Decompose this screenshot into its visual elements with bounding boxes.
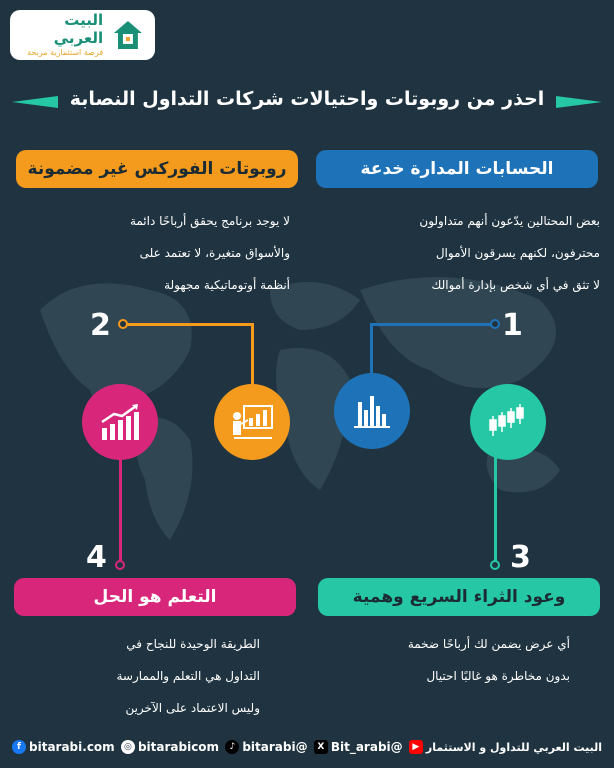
- section-3-line-2: بدون مخاطرة هو غالبًا احتيال: [426, 669, 570, 683]
- instagram-icon: ◎: [121, 740, 135, 754]
- section-3-line-1: أي عرض يضمن لك أرباحًا ضخمة: [407, 637, 570, 651]
- section-2-number: 2: [90, 308, 111, 343]
- youtube-icon: ▶: [409, 740, 423, 754]
- footer-facebook[interactable]: [12, 740, 115, 754]
- connector-2-vertical: [251, 323, 254, 385]
- brand-tagline: فرصة استثمارية مربحة: [27, 48, 104, 57]
- facebook-icon: f: [12, 740, 26, 754]
- tiktok-handle: bitarabi@: [242, 740, 308, 754]
- footer-youtube[interactable]: [409, 740, 602, 754]
- section-1-text: [330, 205, 600, 301]
- brand-logo: [10, 10, 155, 60]
- connector-1-dot: [490, 319, 500, 329]
- section-3-text: [330, 628, 570, 692]
- section-4-line-2: التداول هي التعلم والممارسة: [116, 669, 260, 683]
- section-2-line-3: أنظمة أوتوماتيكية مجهولة: [164, 278, 290, 292]
- footer-instagram[interactable]: [121, 740, 219, 754]
- instagram-handle: bitarabicom: [137, 740, 220, 754]
- section-1-line-2: محترفون، لكنهم يسرقون الأموال: [435, 246, 600, 260]
- connector-4-vertical: [119, 455, 122, 563]
- section-2-text: [20, 205, 290, 301]
- connector-1-horizontal: [370, 323, 494, 326]
- section-4-text: [20, 628, 260, 724]
- brand-name: البيت العربي: [53, 11, 104, 47]
- section-1-number: 1: [502, 308, 523, 343]
- section-1-heading: الحسابات المدارة خدعة: [316, 150, 598, 188]
- section-3-number: 3: [510, 540, 531, 575]
- bar-chart-icon: [352, 392, 392, 430]
- section-3-heading: وعود الثراء السريع وهمية: [318, 578, 600, 616]
- section-2-heading: روبوتات الفوركس غير مضمونة: [16, 150, 298, 188]
- section-1-icon-circle: [334, 373, 410, 449]
- section-1-line-3: لا تثق في أي شخص بإدارة أموالك: [431, 278, 600, 292]
- section-4-line-3: وليس الاعتماد على الآخرين: [125, 701, 260, 715]
- footer-social-bar: [0, 736, 614, 758]
- title-right-arrow: [556, 96, 602, 108]
- candlestick-chart-icon: [486, 402, 530, 442]
- x-icon: X: [314, 740, 328, 754]
- section-4-icon-circle: [82, 384, 158, 460]
- tiktok-icon: ♪: [225, 740, 239, 754]
- section-2-line-2: والأسواق متغيرة، لا تعتمد على: [139, 246, 290, 260]
- connector-2-horizontal: [124, 323, 254, 326]
- house-logo-icon: [111, 18, 145, 52]
- section-1-line-1: بعض المحتالين يدّعون أنهم متداولون: [419, 214, 600, 228]
- section-4-number: 4: [86, 540, 107, 575]
- section-2-line-1: لا يوجد برنامج يحقق أرباحًا دائمة: [129, 214, 290, 228]
- section-4-line-1: الطريقة الوحيدة للنجاح في: [126, 637, 260, 651]
- connector-2-dot: [118, 319, 128, 329]
- section-3-icon-circle: [470, 384, 546, 460]
- connector-3-vertical: [494, 455, 497, 565]
- connector-4-dot: [115, 560, 125, 570]
- title-left-arrow: [12, 96, 58, 108]
- facebook-handle: bitarabi.com: [29, 740, 115, 754]
- footer-x[interactable]: [314, 740, 403, 754]
- x-handle: Bit_arabi@: [330, 740, 403, 754]
- presentation-chart-icon: [230, 402, 274, 442]
- connector-3-dot: [490, 560, 500, 570]
- youtube-channel: البيت العربي للتداول و الاستثمار: [425, 740, 602, 754]
- page-title: احذر من روبوتات واحتيالات شركات التداول النصابة: [69, 88, 545, 110]
- growth-chart-icon: [98, 402, 142, 442]
- connector-1-vertical: [370, 323, 373, 373]
- footer-tiktok[interactable]: [225, 740, 307, 754]
- section-2-icon-circle: [214, 384, 290, 460]
- section-4-heading: التعلم هو الحل: [14, 578, 296, 616]
